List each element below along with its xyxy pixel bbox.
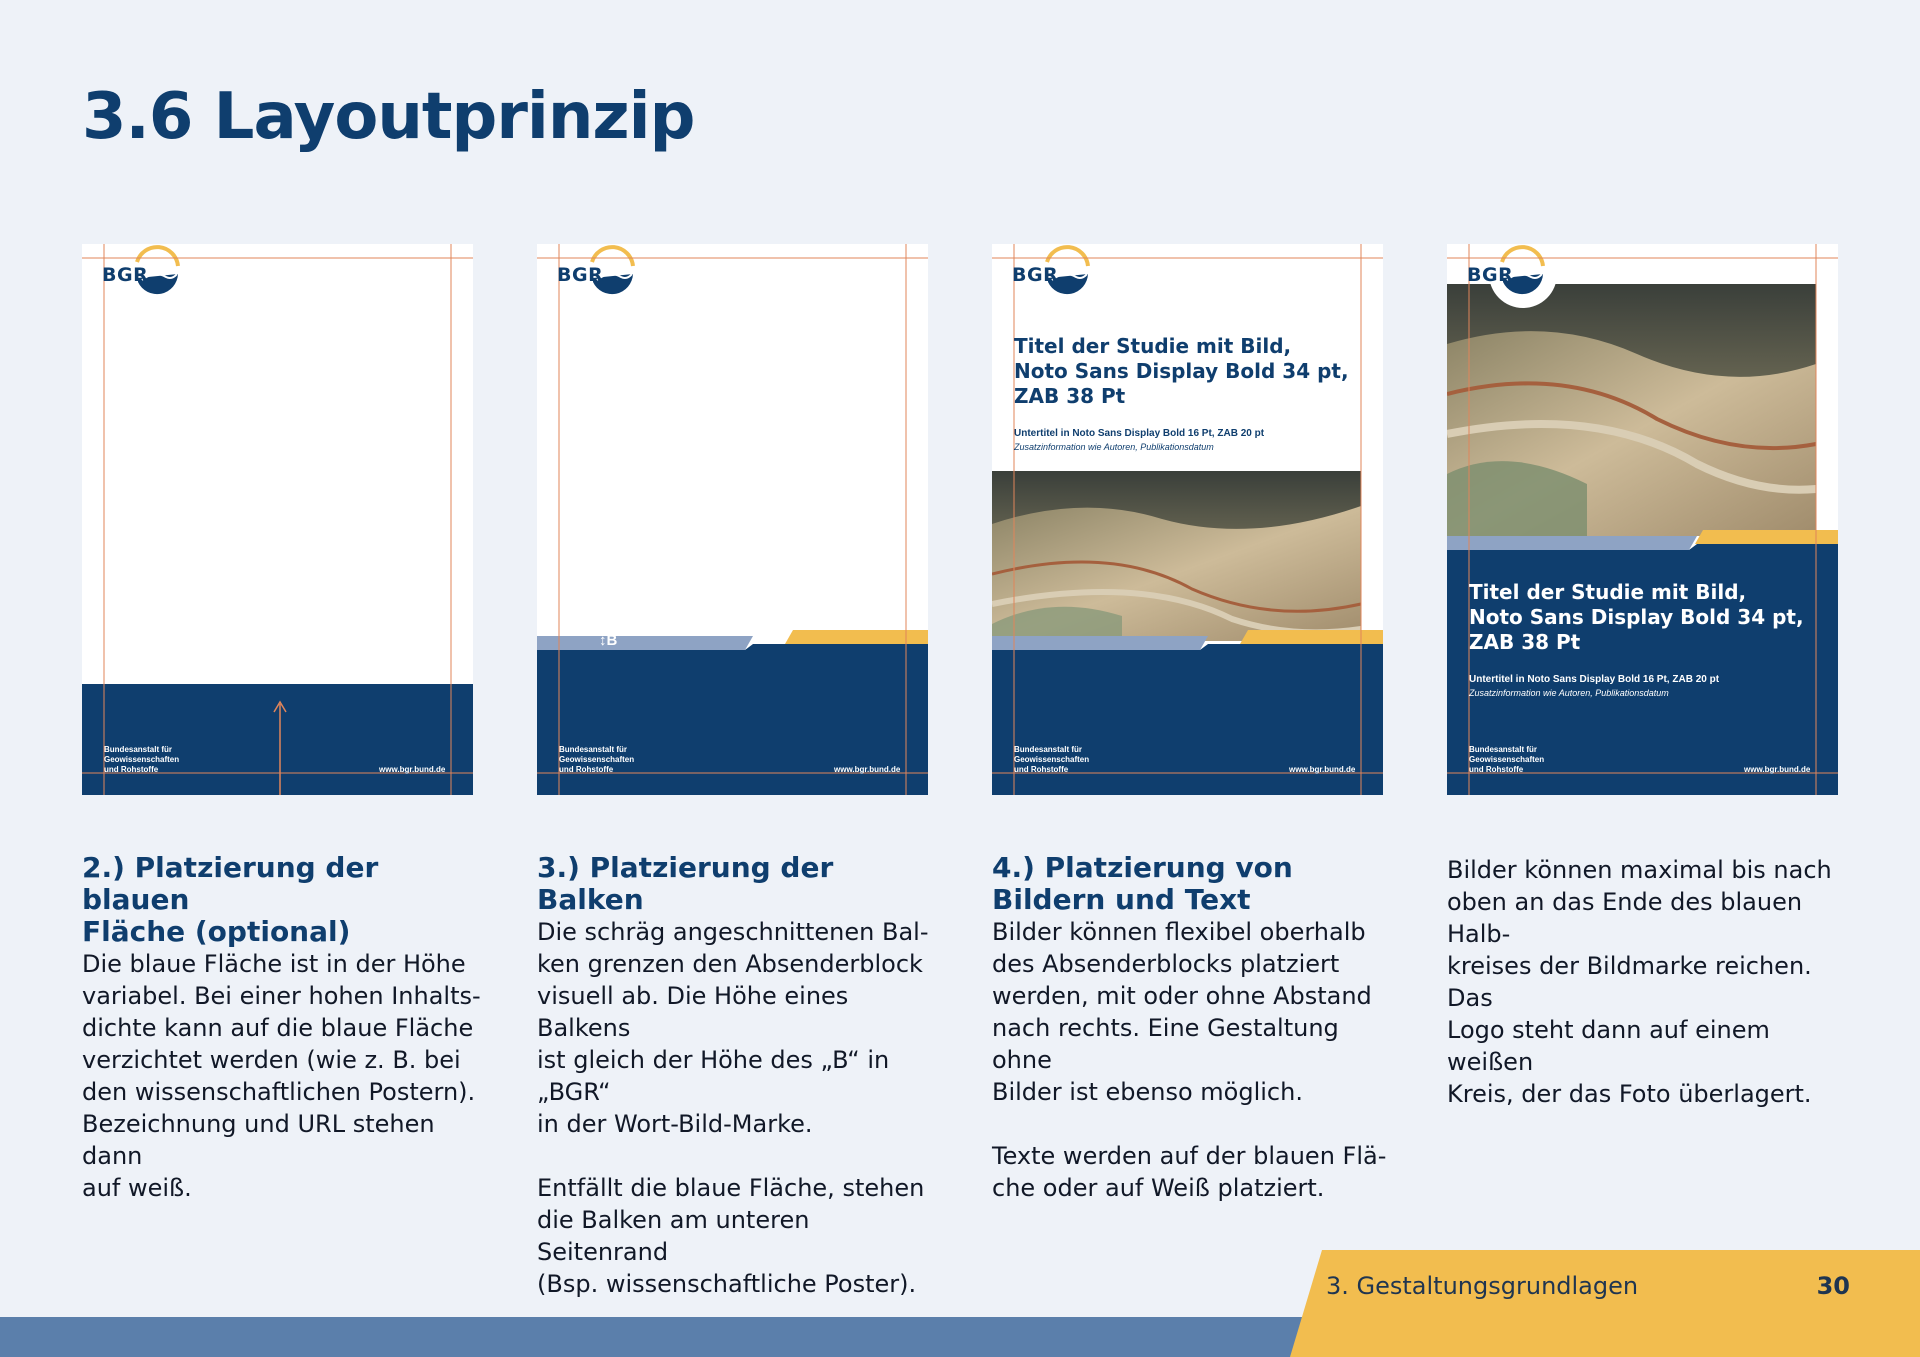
footer-url: www.bgr.bund.de [1289,765,1356,774]
description-column-2 [537,852,937,1300]
column-paragraph: Texte werden auf der blauen Flä- che oder auf Weiß platziert. [992,1142,1387,1202]
mockup-4-artwork [1447,244,1838,795]
column-paragraph: Die blaue Fläche ist in der Höhe variabel. Bei einer hohen Inhalts- dichte kann auf die blaue Fläche verzichtet werden (wie z. B. bei den wissenschaftlichen Postern). Bezeichnung und URL stehen dann auf weiß. [82,950,481,1202]
description-column-3 [992,852,1392,1204]
cover-title: Titel der Studie mit Bild, Noto Sans Display Bold 34 pt, ZAB 38 Pt [1469,580,1804,654]
landscape-photo [992,471,1361,641]
cover-meta: Zusatzinformation wie Autoren, Publikationsdatum [1469,688,1669,698]
footer-org: Bundesanstalt für Geowissenschaften und Rohstoffe [559,745,635,774]
column-paragraph: Entfällt die blaue Fläche, stehen die Balken am unteren Seitenrand (Bsp. wissenschaftliche Poster). [537,1174,925,1298]
footer-url: www.bgr.bund.de [1744,765,1811,774]
layout-mockup-1 [82,244,473,795]
column-paragraph: Die schräg angeschnittenen Bal- ken grenzen den Absenderblock visuell ab. Die Höhe eines Balkens ist gleich der Höhe des „B“ in „BGR“ in der Wort-Bild-Marke. [537,918,929,1138]
bgr-logo: BGR [557,264,604,286]
column-paragraph: Bilder können maximal bis nach oben an das Ende des blauen Halb- kreises der Bildmarke reichen. Das Logo steht dann auf einem weißen Kreis, der das Foto überlagert. [1447,856,1832,1108]
description-column-4 [1447,854,1847,1110]
mockup-1-artwork [82,244,473,795]
mockup-2-artwork [537,244,928,795]
section-label: 3. Gestaltungsgrundlagen [1326,1272,1639,1300]
blue-area [82,684,473,795]
footer-org: Bundesanstalt für Geowissenschaften und Rohstoffe [1469,745,1545,774]
footer-org: Bundesanstalt für Geowissenschaften und Rohstoffe [1014,745,1090,774]
cover-subtitle: Untertitel in Noto Sans Display Bold 16 Pt, ZAB 20 pt [1469,674,1720,685]
landscape-photo [1447,284,1816,536]
bgr-logo: BGR [102,264,149,286]
bar-right [785,630,928,644]
bar-height-marker: ↕B [599,632,618,649]
footer-url: www.bgr.bund.de [379,765,446,774]
cover-title: Titel der Studie mit Bild, Noto Sans Display Bold 34 pt, ZAB 38 Pt [1014,334,1349,408]
section-tab [1290,1250,1920,1357]
layout-mockup-3 [992,244,1383,795]
cover-meta: Zusatzinformation wie Autoren, Publikationsdatum [1014,442,1214,452]
column-heading: 2.) Platzierung der blauen Fläche (optional) [82,851,379,948]
bgr-logo: BGR [1012,264,1059,286]
page-number: 30 [1816,1272,1850,1300]
bgr-logo: BGR [1467,264,1514,286]
cover-subtitle: Untertitel in Noto Sans Display Bold 16 Pt, ZAB 20 pt [1014,428,1265,439]
description-column-1 [82,852,482,1204]
footer-url: www.bgr.bund.de [834,765,901,774]
bar-left [537,636,753,650]
column-paragraph: Bilder können flexibel oberhalb des Absenderblocks platziert werden, mit oder ohne Abstand nach rechts. Eine Gestaltung ohne Bilder ist ebenso möglich. [992,918,1372,1106]
page-title: 3.6 Layoutprinzip [82,80,695,154]
column-heading: 4.) Platzierung von Bildern und Text [992,851,1293,916]
mockup-3-artwork [992,244,1383,795]
layout-mockup-4 [1447,244,1838,795]
footer-org: Bundesanstalt für Geowissenschaften und Rohstoffe [104,745,180,774]
column-heading: 3.) Platzierung der Balken [537,851,834,916]
layout-mockup-2 [537,244,928,795]
